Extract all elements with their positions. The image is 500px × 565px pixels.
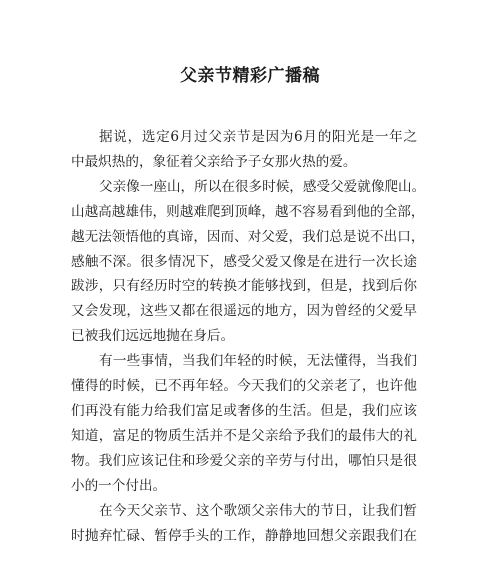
paragraph-4 <box>71 499 417 549</box>
text-line: 跋涉，只有经历时空的转换才能够找到，但是，找到后你 <box>71 278 417 295</box>
paragraph-2 <box>71 175 426 349</box>
text-line: 已被我们远远地抛在身后。 <box>71 328 235 345</box>
text-line: 又会发现，这些又都在很遥远的地方，因为曾经的父爱早 <box>71 303 417 320</box>
text-line: 知道，富足的物质生活并不是父亲给予我们的最伟大的礼 <box>71 427 417 444</box>
text-line: 小的一个付出。 <box>71 477 167 494</box>
paragraph-3 <box>71 349 417 498</box>
text-line: 有一些事情，当我们年轻的时候，无法懂得，当我们 <box>99 353 417 370</box>
text-line: 懂得的时候，已不再年轻。今天我们的父亲老了，也许他 <box>71 378 417 395</box>
document-body <box>71 125 426 548</box>
text-line: 据说，选定6月过父亲节是因为6月的阳光是一年之 <box>99 129 417 145</box>
text-line: 感触不深。很多情况下，感受父爱又像是在进行一次长途 <box>71 253 417 270</box>
paragraph-1 <box>71 125 417 175</box>
text-line: 山越高越雄伟，则越难爬到顶峰，越不容易看到他的全部， <box>71 203 425 220</box>
text-line: 时抛弃忙碌、暂停手头的工作，静静地回想父亲跟我们在 <box>71 527 417 544</box>
text-line: 中最炽热的，象征着父亲给予子女那火热的爱。 <box>71 153 357 170</box>
text-line: 父亲像一座山，所以在很多时候，感受父爱就像爬山。 <box>99 178 426 195</box>
document-title: 父亲节精彩广播稿 <box>180 66 320 86</box>
text-line: 物。我们应该记住和珍爱父亲的辛劳与付出，哪怕只是很 <box>71 452 417 469</box>
text-line: 们再没有能力给我们富足或奢侈的生活。但是，我们应该 <box>71 402 417 419</box>
text-line: 越无法领悟他的真谛，因而、对父爱，我们总是说不出口， <box>71 228 425 245</box>
text-line: 在今天父亲节、这个歌颂父亲伟大的节日，让我们暂 <box>99 502 417 519</box>
